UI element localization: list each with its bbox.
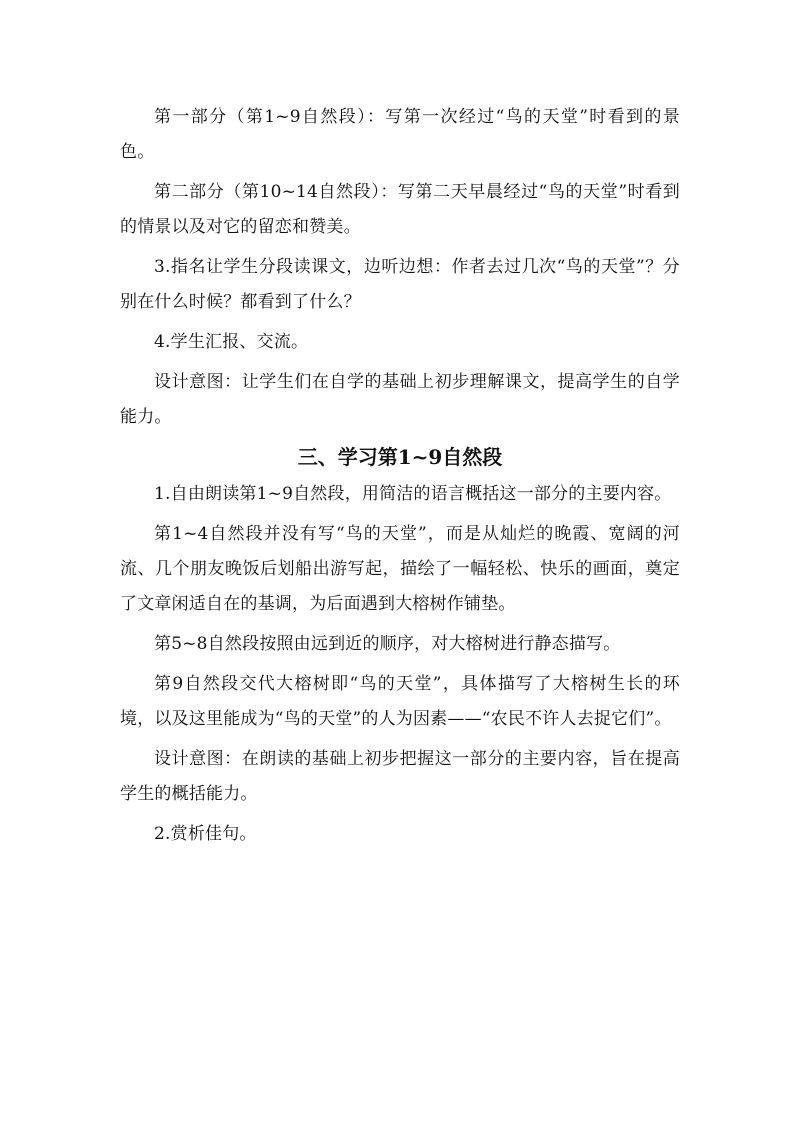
paragraph-part-one: 第一部分（第1~9自然段）：写第一次经过“鸟的天堂”时看到的景色。 <box>120 107 680 162</box>
paragraph-step-1: 1.自由朗读第1~9自然段，用简洁的语言概括这一部分的主要内容。 <box>154 484 672 504</box>
paragraph-step-2: 2.赏析佳句。 <box>154 824 257 844</box>
paragraph-step-3: 3.指名让学生分段读课文，边听边想：作者去过几次“鸟的天堂”？分别在什么时候？都看到了什么？ <box>120 257 680 312</box>
paragraph-part-two: 第二部分（第10~14自然段）：写第二天早晨经过“鸟的天堂”时看到的情景以及对它的留恋和赞美。 <box>120 182 680 237</box>
section-heading: 三、学习第1~9自然段 <box>297 445 503 469</box>
paragraph-design-intent-1: 设计意图：让学生们在自学的基础上初步理解课文，提高学生的自学能力。 <box>120 372 680 427</box>
paragraph-sections-1-4: 第1~4自然段并没有写“鸟的天堂”，而是从灿烂的晚霞、宽阔的河流、几个朋友晚饭后划船出游写起，描绘了一幅轻松、快乐的画面，奠定了文章闲适自在的基调，为后面遇到大榕树作铺垫。 <box>120 524 680 614</box>
paragraph-section-9: 第9自然段交代大榕树即“鸟的天堂”，具体描写了大榕树生长的环境，以及这里能成为“鸟的天堂”的人为因素——“农民不许人去捉它们”。 <box>120 674 680 729</box>
document-body <box>120 100 680 852</box>
paragraph-design-intent-2: 设计意图：在朗读的基础上初步把握这一部分的主要内容，旨在提高学生的概括能力。 <box>120 749 680 804</box>
paragraph-step-4: 4.学生汇报、交流。 <box>154 332 309 352</box>
paragraph-sections-5-8: 第5~8自然段按照由远到近的顺序，对大榕树进行静态描写。 <box>154 634 621 654</box>
